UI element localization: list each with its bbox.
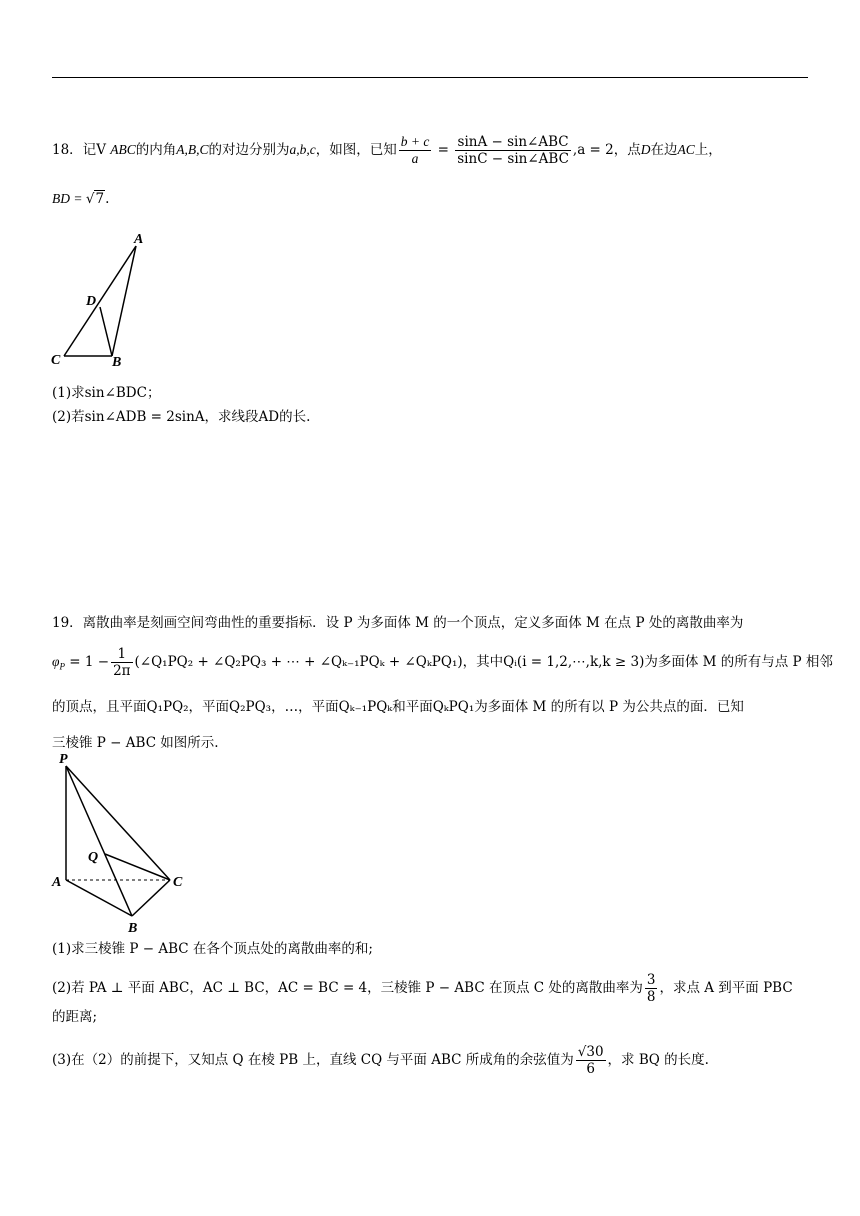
edge-pb: [66, 766, 132, 916]
text: 上，: [694, 142, 722, 158]
q19-line1: 19．离散曲率是刻画空间弯曲性的重要指标．设 P 为多面体 M 的一个顶点，定义多面体 M 在点 P 处的离散曲率为: [52, 615, 744, 631]
label-a: A: [134, 232, 144, 247]
denominator: 6: [586, 1061, 595, 1077]
edge-pc: [66, 766, 170, 880]
label-p: P: [59, 752, 68, 767]
numerator: √30: [577, 1044, 604, 1060]
a-equals: ,a = 2: [572, 142, 614, 158]
text: 的对边分别为: [208, 142, 290, 158]
text: 在边: [650, 142, 678, 158]
fraction-one-over-2pi: [111, 646, 132, 679]
numerator: sinA − sin∠ABC: [455, 134, 571, 151]
text: (3)在（2）的前提下，又知点 Q 在棱 PB 上，直线 CQ 与平面 ABC 所成角的余弦值为: [52, 1052, 574, 1068]
angle-sum: (∠Q₁PQ₂ + ∠Q₂PQ₃ + ⋯ + ∠Qₖ₋₁PQₖ + ∠QₖPQ₁): [134, 654, 463, 670]
denominator: a: [411, 151, 419, 166]
q18-triangle-figure: [48, 228, 158, 370]
fraction-sin-ratio: [455, 134, 571, 167]
text: ，如图，已知: [315, 142, 397, 158]
edge-ac: [64, 246, 136, 356]
bd-equals: BD =: [52, 191, 86, 206]
text: = 1 −: [69, 654, 110, 670]
fraction-sqrt30-over-6: [576, 1044, 606, 1077]
text: (2)若 PA ⊥ 平面 ABC，AC ⊥ BC，AC = BC = 4，三棱锥 P − ABC 在顶点 C 处的离散曲率为: [52, 980, 643, 996]
denominator: 8: [646, 989, 656, 1005]
label-a: A: [52, 875, 62, 890]
label-c: C: [51, 353, 61, 368]
q18-part2: (2)若sin∠ADB = 2sinA，求线段AD的长.: [52, 409, 311, 425]
text: .: [105, 191, 110, 207]
edge-ab: [112, 246, 136, 356]
label-c: C: [173, 875, 183, 890]
q18-bd: BD = √7.: [52, 191, 110, 207]
q19-line2: [52, 646, 833, 679]
triangle-name: ABC: [110, 142, 136, 157]
numerator: 3: [646, 972, 656, 988]
text: ，点: [613, 142, 641, 158]
phi-subscript: P: [59, 661, 65, 672]
edge-bc: [132, 880, 170, 916]
q19-part1: (1)求三棱锥 P − ABC 在各个顶点处的离散曲率的和;: [52, 941, 373, 957]
q19-part2: [52, 972, 793, 1005]
sides: a,b,c: [289, 142, 316, 157]
triangle-symbol: V: [96, 142, 106, 158]
q19-line4: 三棱锥 P − ABC 如图所示.: [52, 735, 219, 751]
text: ，其中Qᵢ(i = 1,2,⋯,k,k ≥ 3)为多面体 M 的所有与点 P 相邻: [462, 654, 833, 670]
text: 的内角: [135, 142, 177, 158]
denominator: 2π: [113, 663, 131, 679]
bd-value: 7: [95, 191, 105, 207]
text: ，求点 A 到平面 PBC: [659, 980, 793, 996]
denominator: sinC − sin∠ABC: [457, 151, 569, 167]
numerator: b + c: [400, 134, 430, 149]
label-q: Q: [88, 850, 99, 865]
label-b: B: [128, 921, 138, 936]
label-b: B: [112, 355, 122, 370]
q19-line3: 的顶点，且平面Q₁PQ₂，平面Q₂PQ₃，…，平面Qₖ₋₁PQₖ和平面QₖPQ₁为多面体 M 的所有以 P 为公共点的面．已知: [52, 699, 744, 715]
text: ，求 BQ 的长度.: [607, 1052, 709, 1068]
phi-symbol: φ: [52, 654, 60, 669]
fraction-b-plus-c-over-a: [399, 134, 432, 167]
edge-db: [100, 307, 112, 356]
fraction-3-over-8: [645, 972, 658, 1005]
q19-part3: [52, 1044, 709, 1077]
q19-part2-cont: 的距离;: [52, 1009, 98, 1025]
header-rule: [52, 77, 808, 78]
q18-part1: (1)求sin∠BDC；: [52, 385, 161, 401]
label-d: D: [86, 294, 97, 309]
side-ac: AC: [677, 142, 695, 157]
q18-number: 18．记: [52, 142, 97, 158]
point-d: D: [640, 142, 651, 157]
q18-statement: 18．记V ABC的内角A,B,C的对边分别为a,b,c，如图，已知 $\frac{b + c}{a}$ = $\frac{\text{sinA − sin∠ABC}}{\text{sinC − sin∠ABC}}$ ,a = 2，点D在边AC上，: [52, 134, 722, 167]
edge-ab: [66, 880, 132, 916]
angles: A,B,C: [176, 142, 209, 157]
numerator: 1: [111, 646, 132, 663]
q19-tetrahedron-figure: [48, 748, 198, 938]
